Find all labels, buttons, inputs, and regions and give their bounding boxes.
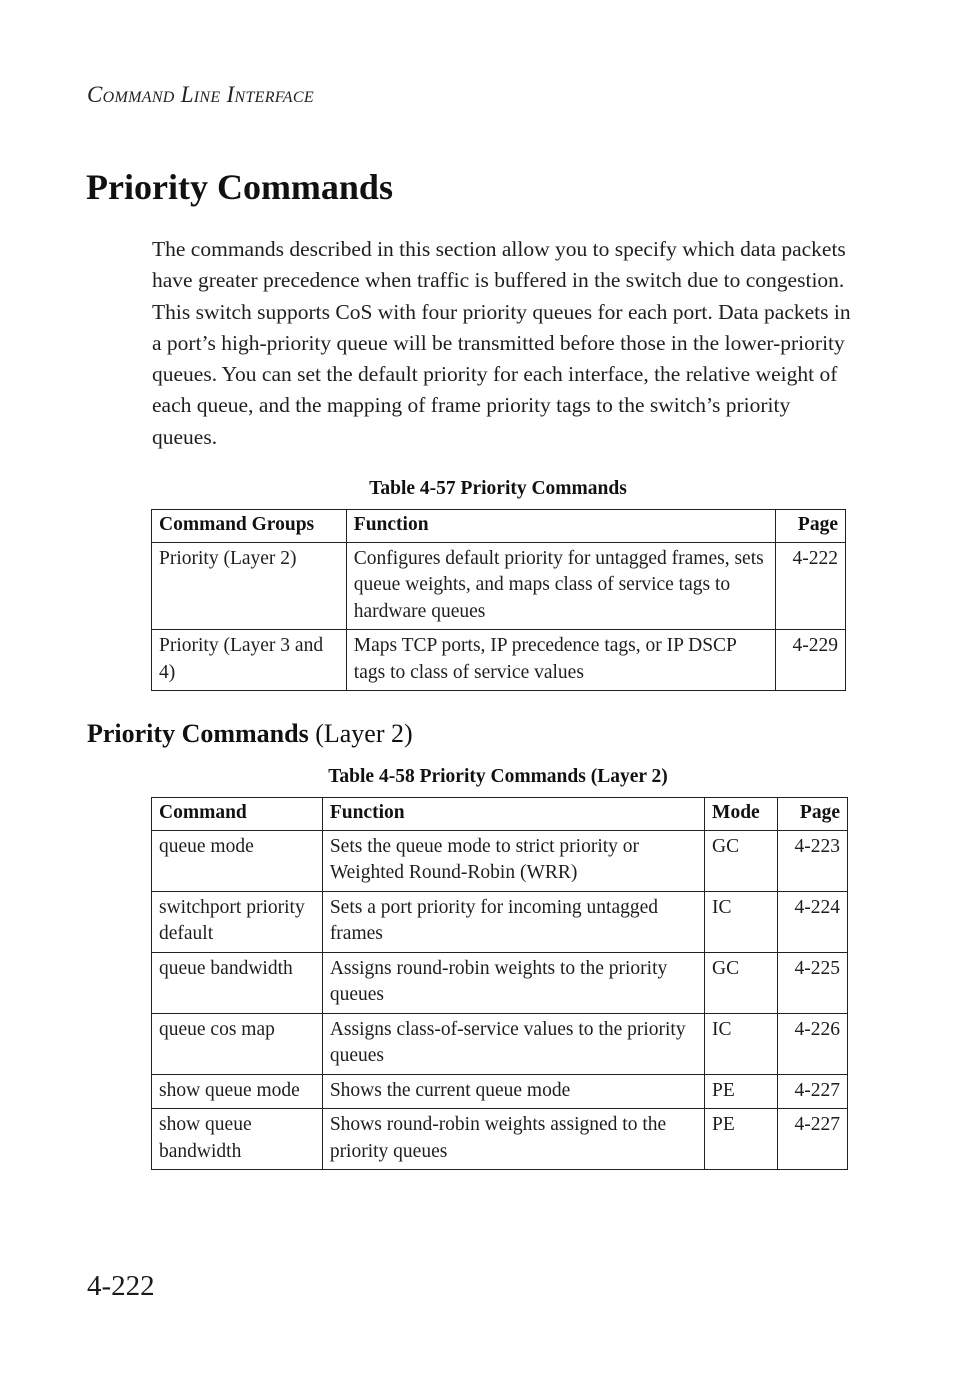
- header-page: Page: [778, 798, 848, 831]
- table-row: [152, 891, 848, 952]
- command-group-cell: Priority (Layer 2): [152, 542, 347, 630]
- section-heading-bold: Priority Commands: [87, 719, 309, 748]
- page-number: 4-222: [87, 1270, 155, 1302]
- header-page: Page: [776, 510, 846, 543]
- mode-cell: PE: [705, 1109, 778, 1170]
- mode-cell: GC: [705, 952, 778, 1013]
- table-row: [152, 1074, 848, 1109]
- section-heading-suffix: (Layer 2): [315, 719, 413, 748]
- page-cell: 4-227: [778, 1109, 848, 1170]
- command-cell: queue mode: [152, 830, 323, 891]
- section-heading: [87, 719, 413, 749]
- function-cell: Maps TCP ports, IP precedence tags, or IP DSCP tags to class of service values: [346, 630, 775, 691]
- intro-paragraph: The commands described in this section allow you to specify which data packets have greater precedence when traffic is buffered in the switch due to congestion. This switch supports CoS with four priority queues for each port. Data packets in a port’s high-priority queue will be transmitted before those in the lower-priority queues. You can set the default priority for each interface, the relative weight of each queue, and the mapping of frame priority tags to the switch’s priority queues.: [152, 237, 851, 449]
- function-cell: Configures default priority for untagged frames, sets queue weights, and maps class of service tags to hardware queues: [346, 542, 775, 630]
- table-57-caption: Table 4-57 Priority Commands: [369, 478, 627, 499]
- header-function: Function: [346, 510, 775, 543]
- page-cell: 4-227: [778, 1074, 848, 1109]
- table-row: [152, 1109, 848, 1170]
- function-cell: Shows the current queue mode: [322, 1074, 704, 1109]
- command-cell: queue bandwidth: [152, 952, 323, 1013]
- page-cell: 4-223: [778, 830, 848, 891]
- command-cell: show queue mode: [152, 1074, 323, 1109]
- layer2-priority-commands-table: [151, 797, 848, 1170]
- command-group-cell: Priority (Layer 3 and 4): [152, 630, 347, 691]
- command-cell: switchport priority default: [152, 891, 323, 952]
- priority-commands-table: [151, 509, 846, 691]
- page-cell: 4-226: [778, 1013, 848, 1074]
- page-title: Priority Commands: [86, 167, 393, 207]
- page-cell: 4-225: [778, 952, 848, 1013]
- running-header: Command Line Interface: [87, 82, 314, 107]
- mode-cell: PE: [705, 1074, 778, 1109]
- page-cell: 4-222: [776, 542, 846, 630]
- table-row: [152, 1013, 848, 1074]
- command-cell: show queue bandwidth: [152, 1109, 323, 1170]
- table-header-row: [152, 798, 848, 831]
- header-mode: Mode: [705, 798, 778, 831]
- function-cell: Shows round-robin weights assigned to the priority queues: [322, 1109, 704, 1170]
- mode-cell: IC: [705, 1013, 778, 1074]
- table-row: [152, 830, 848, 891]
- table-58-caption: Table 4-58 Priority Commands (Layer 2): [328, 766, 668, 787]
- table-row: [152, 542, 846, 630]
- page-cell: 4-229: [776, 630, 846, 691]
- function-cell: Assigns class-of-service values to the priority queues: [322, 1013, 704, 1074]
- command-cell: queue cos map: [152, 1013, 323, 1074]
- mode-cell: GC: [705, 830, 778, 891]
- function-cell: Sets a port priority for incoming untagged frames: [322, 891, 704, 952]
- table-header-row: [152, 510, 846, 543]
- mode-cell: IC: [705, 891, 778, 952]
- header-command-groups: Command Groups: [152, 510, 347, 543]
- page-cell: 4-224: [778, 891, 848, 952]
- table-row: [152, 952, 848, 1013]
- function-cell: Sets the queue mode to strict priority or Weighted Round-Robin (WRR): [322, 830, 704, 891]
- header-command: Command: [152, 798, 323, 831]
- function-cell: Assigns round-robin weights to the priority queues: [322, 952, 704, 1013]
- table-row: [152, 630, 846, 691]
- header-function: Function: [322, 798, 704, 831]
